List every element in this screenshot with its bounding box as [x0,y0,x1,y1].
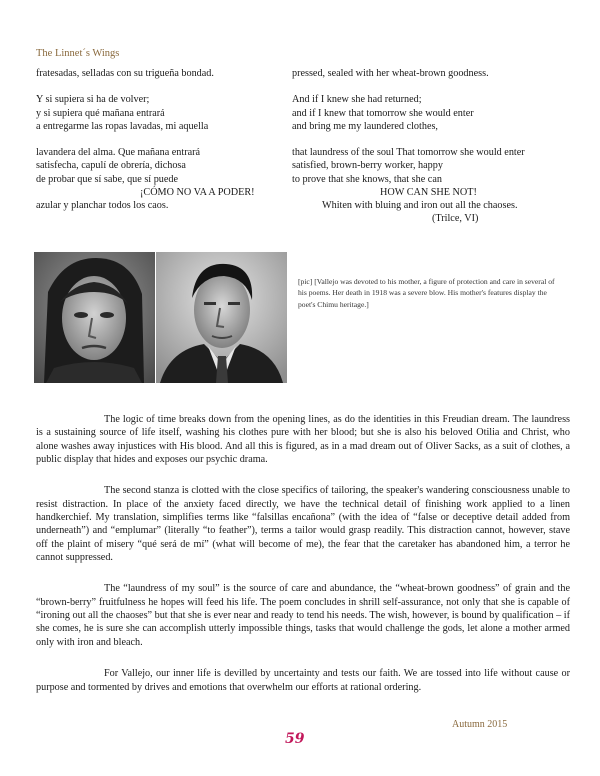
poem-spanish-column [36,67,286,212]
poem-line: a entregarme las ropas lavadas, mi aquella [36,120,209,132]
poem-english-column [292,67,564,225]
page-number: 59 [285,731,305,747]
stanza-gap [36,80,286,93]
poem-line-exclamation: HOW CAN SHE NOT! [380,186,477,198]
mother-portrait-photo [34,252,155,383]
poem-line: that laundress of the soul That tomorrow she would enter [292,147,525,159]
poem-line: and bring me my laundered clothes, [292,120,438,132]
poem-line: y si supiera qué mañana entrará [36,107,165,119]
poem-line: pressed, sealed with her wheat-brown goodness. [292,68,489,79]
poem-line: fratesadas, selladas con su trigueña bondad. [36,68,214,79]
stanza-gap [36,133,286,146]
running-title: The Linnet´s Wings [36,48,120,59]
article-body [36,413,570,712]
stanza-gap [292,133,564,146]
poem-citation: (Trilce, VI) [432,213,479,225]
paragraph: For Vallejo, our inner life is devilled by uncertainty and tests our faith. We are tossed into life without cause or purpose and tormented by drives and emotions that overwhelm our efforts at rational ordering. [36,668,570,693]
issue-season: Autumn 2015 [452,719,508,730]
poem-line: lavandera del alma. Que mañana entrará [36,147,201,159]
poem-line-exclamation: ¡CÓMO NO VA A PODER! [140,186,255,198]
photo-caption: [pic] [Vallejo was devoted to his mother, a figure of protection and care in several of his poems. Her death in 1918 was a severe blow. His mother's features display the poet's Chimu heritage.] [298,277,555,309]
paragraph: The logic of time breaks down from the opening lines, as do the identities in this Freudian dream. The laundress is a sustaining source of life itself, washing his clothes pure with her blood; but she is also his beloved Otilia and Christ, who alone washes away injustices with His blood. And all this is figured, as in a mad dream out of Oliver Sacks, as a suit of clothes, a public display that hides and exposes our psychic drama. [36,414,570,466]
poem-line: and if I knew that tomorrow she would enter [292,107,474,119]
vallejo-portrait-photo [156,252,287,383]
poem-line: satisfecha, capulí de obrería, dichosa [36,160,186,172]
paragraph: The second stanza is clotted with the close specifics of tailoring, the speaker's wandering consciousness unable to resist distraction. In place of the anxiety faced directly, we have the technical detail of finishing work applied to a linen handkerchief. My translation, simplifies terms like “falsillas encañona” (with the idea of “false or deceptive detail added from underneath”) and “emplumar” (literally “to feather”), terms a tailor would grasp readily. This distraction cannot, however, stave off the plaint of misery “qué será de mí” (what will become of me), the fear that the caretaker has abandoned him, a terror he cannot suppressed. [36,485,570,564]
paragraph: The “laundress of my soul” is the source of care and abundance, the “wheat-brown goodness” of grain and the “brown-berry” fruitfulness he hopes will feed his life. The poem concludes in shrill self-assurance, not only that she is capable of “ironing out all the chaoses” but that she is ever near and ready to tend his needs. The wish, however, is bound by qualification – if she comes, he is sure she can accomplish utterly impossible things, tasks that would challenge the gods, let alone a mother armed only with iron and bleach. [36,583,570,648]
stanza-gap [292,80,564,93]
poem-line: to prove that she knows, that she can [292,173,442,185]
poem-line: azular y planchar todos los caos. [36,199,169,211]
poem-line: Whiten with bluing and iron out all the chaoses. [322,199,518,211]
poem-line: Y si supiera si ha de volver; [36,94,150,106]
poem-line: de probar que sí sabe, que sí puede [36,173,179,185]
poem-line: satisfied, brown-berry worker, happy [292,160,443,172]
poem-line: And if I knew she had returned; [292,94,422,106]
